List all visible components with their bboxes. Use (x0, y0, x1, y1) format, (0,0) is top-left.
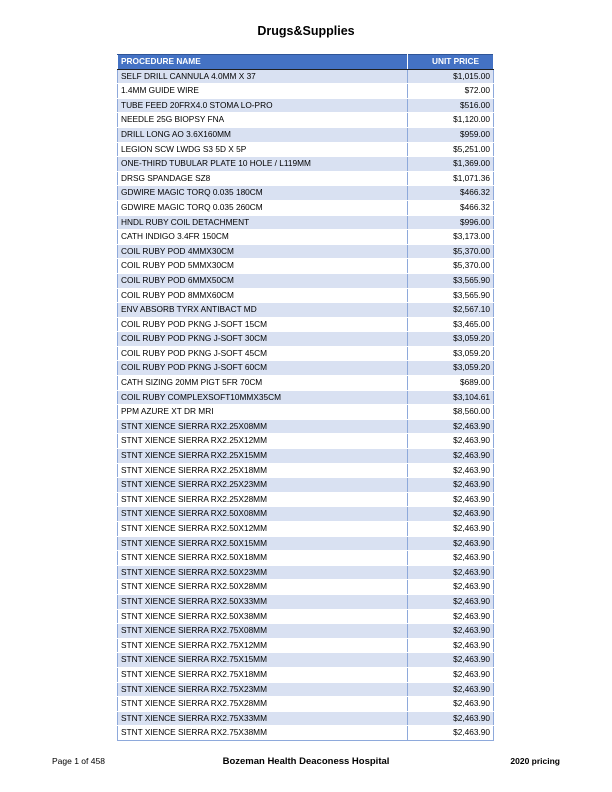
procedure-name-cell: COIL RUBY POD 4MMX30CM (118, 244, 408, 259)
procedure-name-cell: STNT XIENCE SIERRA RX2.75X18MM (118, 667, 408, 682)
table-row (118, 711, 494, 726)
procedure-name-cell: STNT XIENCE SIERRA RX2.75X33MM (118, 711, 408, 726)
table-row (118, 127, 494, 142)
table-row (118, 332, 494, 347)
table-row (118, 667, 494, 682)
procedure-name-cell: STNT XIENCE SIERRA RX2.50X18MM (118, 551, 408, 566)
unit-price-cell: $1,120.00 (408, 113, 494, 128)
table-row (118, 157, 494, 172)
unit-price-cell: $2,463.90 (408, 667, 494, 682)
table-row (118, 405, 494, 420)
procedure-name-cell: STNT XIENCE SIERRA RX2.50X33MM (118, 594, 408, 609)
procedure-name-cell: PPM AZURE XT DR MRI (118, 405, 408, 420)
procedure-name-cell: 1.4MM GUIDE WIRE (118, 84, 408, 99)
unit-price-cell: $3,104.61 (408, 390, 494, 405)
table-row (118, 317, 494, 332)
procedure-name-cell: STNT XIENCE SIERRA RX2.75X23MM (118, 682, 408, 697)
table-row (118, 376, 494, 391)
table-row (118, 419, 494, 434)
table-row (118, 594, 494, 609)
table-row (118, 697, 494, 712)
unit-price-cell: $2,463.90 (408, 507, 494, 522)
procedure-name-cell: TUBE FEED 20FRX4.0 STOMA LO-PRO (118, 98, 408, 113)
unit-price-cell: $959.00 (408, 127, 494, 142)
column-header-procedure-name: PROCEDURE NAME (118, 55, 408, 70)
column-header-unit-price: UNIT PRICE (408, 55, 494, 70)
procedure-name-cell: COIL RUBY POD PKNG J-SOFT 15CM (118, 317, 408, 332)
procedure-name-cell: COIL RUBY POD 5MMX30CM (118, 259, 408, 274)
procedure-name-cell: STNT XIENCE SIERRA RX2.50X15MM (118, 536, 408, 551)
table-row (118, 142, 494, 157)
procedure-name-cell: STNT XIENCE SIERRA RX2.25X08MM (118, 419, 408, 434)
unit-price-cell: $2,463.90 (408, 711, 494, 726)
table-row (118, 580, 494, 595)
procedure-name-cell: DRSG SPANDAGE SZ8 (118, 171, 408, 186)
procedure-name-cell: STNT XIENCE SIERRA RX2.25X12MM (118, 434, 408, 449)
page-title: Drugs&Supplies (257, 24, 355, 38)
unit-price-cell: $3,565.90 (408, 273, 494, 288)
procedure-name-cell: STNT XIENCE SIERRA RX2.75X12MM (118, 638, 408, 653)
table-row (118, 171, 494, 186)
table-row (118, 215, 494, 230)
unit-price-cell: $8,560.00 (408, 405, 494, 420)
procedure-name-cell: STNT XIENCE SIERRA RX2.50X08MM (118, 507, 408, 522)
procedure-name-cell: SELF DRILL CANNULA 4.0MM X 37 (118, 69, 408, 84)
table-row (118, 113, 494, 128)
unit-price-cell: $466.32 (408, 200, 494, 215)
unit-price-cell: $72.00 (408, 84, 494, 99)
table-row (118, 259, 494, 274)
procedure-name-cell: STNT XIENCE SIERRA RX2.75X38MM (118, 726, 408, 741)
procedure-name-cell: LEGION SCW LWDG S3 5D X 5P (118, 142, 408, 157)
unit-price-cell: $996.00 (408, 215, 494, 230)
procedure-name-cell: STNT XIENCE SIERRA RX2.75X28MM (118, 697, 408, 712)
table-row (118, 361, 494, 376)
table-row (118, 682, 494, 697)
unit-price-cell: $3,465.00 (408, 317, 494, 332)
table-row (118, 84, 494, 99)
table-row (118, 653, 494, 668)
unit-price-cell: $3,173.00 (408, 230, 494, 245)
procedure-name-cell: ONE-THIRD TUBULAR PLATE 10 HOLE / L119MM (118, 157, 408, 172)
procedure-name-cell: STNT XIENCE SIERRA RX2.25X23MM (118, 478, 408, 493)
table-row (118, 186, 494, 201)
unit-price-cell: $5,370.00 (408, 244, 494, 259)
table-row (118, 449, 494, 464)
procedure-name-cell: CATH INDIGO 3.4FR 150CM (118, 230, 408, 245)
procedure-name-cell: GDWIRE MAGIC TORQ 0.035 260CM (118, 200, 408, 215)
unit-price-cell: $2,463.90 (408, 434, 494, 449)
unit-price-cell: $1,369.00 (408, 157, 494, 172)
procedure-name-cell: STNT XIENCE SIERRA RX2.75X08MM (118, 624, 408, 639)
unit-price-cell: $2,463.90 (408, 449, 494, 464)
table-row (118, 463, 494, 478)
table-row (118, 624, 494, 639)
procedure-name-cell: COIL RUBY POD 6MMX50CM (118, 273, 408, 288)
table-header-row (118, 55, 494, 70)
table-row (118, 288, 494, 303)
procedure-name-cell: ENV ABSORB TYRX ANTIBACT MD (118, 303, 408, 318)
procedure-name-cell: STNT XIENCE SIERRA RX2.50X28MM (118, 580, 408, 595)
unit-price-cell: $2,463.90 (408, 522, 494, 537)
pricing-year: 2020 pricing (510, 756, 560, 766)
unit-price-cell: $2,463.90 (408, 726, 494, 741)
unit-price-cell: $2,463.90 (408, 609, 494, 624)
unit-price-cell: $2,463.90 (408, 594, 494, 609)
unit-price-cell: $2,463.90 (408, 653, 494, 668)
unit-price-cell: $2,463.90 (408, 478, 494, 493)
unit-price-cell: $1,015.00 (408, 69, 494, 84)
table-row (118, 346, 494, 361)
table-row (118, 522, 494, 537)
unit-price-cell: $3,059.20 (408, 346, 494, 361)
price-table (117, 54, 494, 741)
table-row (118, 478, 494, 493)
unit-price-cell: $2,567.10 (408, 303, 494, 318)
table-row (118, 609, 494, 624)
table-row (118, 726, 494, 741)
table-row (118, 551, 494, 566)
unit-price-cell: $2,463.90 (408, 492, 494, 507)
table-row (118, 69, 494, 84)
unit-price-cell: $2,463.90 (408, 697, 494, 712)
procedure-name-cell: STNT XIENCE SIERRA RX2.50X23MM (118, 565, 408, 580)
table-row (118, 390, 494, 405)
table-row (118, 200, 494, 215)
table-row (118, 230, 494, 245)
procedure-name-cell: STNT XIENCE SIERRA RX2.50X12MM (118, 522, 408, 537)
table-row (118, 507, 494, 522)
procedure-name-cell: COIL RUBY POD PKNG J-SOFT 45CM (118, 346, 408, 361)
procedure-name-cell: GDWIRE MAGIC TORQ 0.035 180CM (118, 186, 408, 201)
table-row (118, 434, 494, 449)
unit-price-cell: $5,370.00 (408, 259, 494, 274)
unit-price-cell: $2,463.90 (408, 565, 494, 580)
table-row (118, 98, 494, 113)
unit-price-cell: $2,463.90 (408, 419, 494, 434)
procedure-name-cell: COIL RUBY POD PKNG J-SOFT 60CM (118, 361, 408, 376)
table-row (118, 638, 494, 653)
unit-price-cell: $2,463.90 (408, 624, 494, 639)
table-row (118, 273, 494, 288)
unit-price-cell: $466.32 (408, 186, 494, 201)
page-number: Page 1 of 458 (52, 756, 105, 766)
procedure-name-cell: COIL RUBY POD 8MMX60CM (118, 288, 408, 303)
table-row (118, 303, 494, 318)
procedure-name-cell: STNT XIENCE SIERRA RX2.25X28MM (118, 492, 408, 507)
procedure-name-cell: HNDL RUBY COIL DETACHMENT (118, 215, 408, 230)
procedure-name-cell: COIL RUBY POD PKNG J-SOFT 30CM (118, 332, 408, 347)
unit-price-cell: $2,463.90 (408, 551, 494, 566)
unit-price-cell: $516.00 (408, 98, 494, 113)
procedure-name-cell: DRILL LONG AO 3.6X160MM (118, 127, 408, 142)
unit-price-cell: $5,251.00 (408, 142, 494, 157)
table-row (118, 244, 494, 259)
unit-price-cell: $3,565.90 (408, 288, 494, 303)
unit-price-cell: $2,463.90 (408, 580, 494, 595)
unit-price-cell: $2,463.90 (408, 682, 494, 697)
unit-price-cell: $2,463.90 (408, 536, 494, 551)
table-row (118, 565, 494, 580)
procedure-name-cell: STNT XIENCE SIERRA RX2.75X15MM (118, 653, 408, 668)
procedure-name-cell: STNT XIENCE SIERRA RX2.25X15MM (118, 449, 408, 464)
table-row (118, 492, 494, 507)
unit-price-cell: $2,463.90 (408, 638, 494, 653)
procedure-name-cell: STNT XIENCE SIERRA RX2.50X38MM (118, 609, 408, 624)
unit-price-cell: $3,059.20 (408, 361, 494, 376)
procedure-name-cell: CATH SIZING 20MM PIGT 5FR 70CM (118, 376, 408, 391)
procedure-name-cell: STNT XIENCE SIERRA RX2.25X18MM (118, 463, 408, 478)
unit-price-cell: $689.00 (408, 376, 494, 391)
procedure-name-cell: COIL RUBY COMPLEXSOFT10MMX35CM (118, 390, 408, 405)
table-row (118, 536, 494, 551)
unit-price-cell: $1,071.36 (408, 171, 494, 186)
unit-price-cell: $2,463.90 (408, 463, 494, 478)
hospital-name: Bozeman Health Deaconess Hospital (222, 756, 390, 767)
unit-price-cell: $3,059.20 (408, 332, 494, 347)
procedure-name-cell: NEEDLE 25G BIOPSY FNA (118, 113, 408, 128)
